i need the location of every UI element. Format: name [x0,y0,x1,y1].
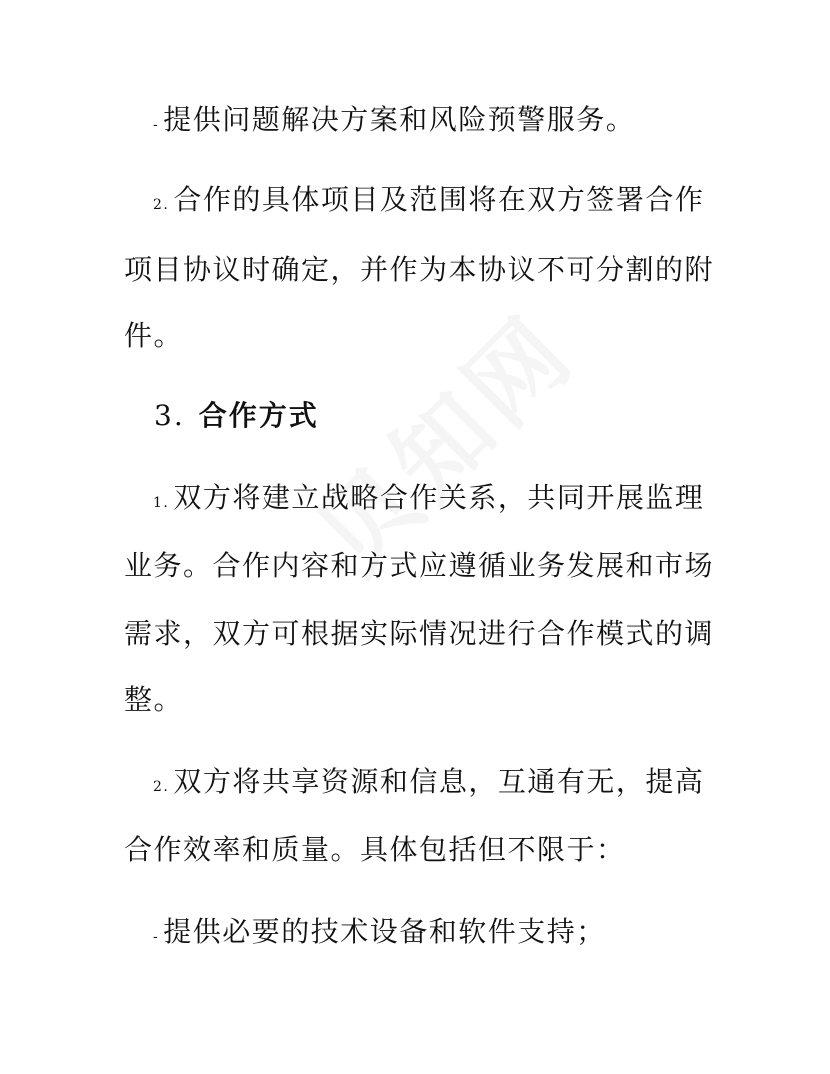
paragraph-line: 件。 [124,319,184,352]
bullet-marker: - [153,117,160,133]
paragraph-line: 需求，双方可根据实际情况进行合作模式的调 [124,617,715,650]
paragraph-text: 双方将建立战略合作关系，共同开展监理 [173,481,705,514]
paragraph-text: 提供问题解决方案和风险预警服务。 [163,103,636,136]
paragraph-line: 合作效率和质量。具体包括但不限于： [124,833,626,866]
paragraph-text: 提供必要的技术设备和软件支持； [163,915,606,948]
numbered-item-line [153,480,704,521]
section-number: 3. [154,399,185,432]
item-number: 2. [153,779,170,795]
item-number: 2. [153,197,170,213]
bullet-marker: - [153,929,160,945]
numbered-item-line [153,182,704,223]
paragraph-line: 项目协议时确定，并作为本协议不可分割的附 [124,253,715,286]
paragraph-text: 合作的具体项目及范围将在双方签署合作 [173,183,705,216]
item-number: 1. [153,495,170,511]
section-title: 合作方式 [198,399,319,432]
paragraph-line: 业务。合作内容和方式应遵循业务发展和市场 [124,549,715,582]
section-heading [154,398,319,434]
paragraph-text: 双方将共享资源和信息，互通有无，提高 [173,765,705,798]
bullet-line [153,102,635,143]
bullet-line [153,914,606,955]
paragraph-line: 整。 [124,683,184,716]
numbered-item-line [153,764,704,805]
